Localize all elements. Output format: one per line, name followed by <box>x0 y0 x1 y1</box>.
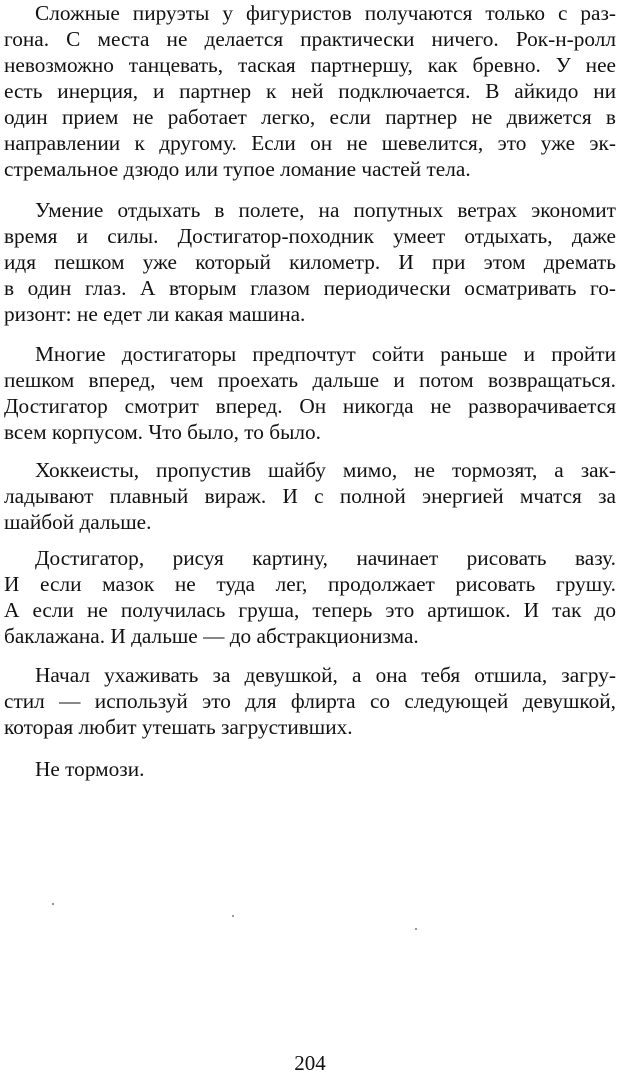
page-number: 204 <box>294 1051 326 1075</box>
text-line: ризонт: не едет ли какая машина. <box>4 302 306 326</box>
text-line: пешком вперед, чем проехать дальше и потом возвращаться. <box>4 368 616 392</box>
paragraph-6 <box>4 662 616 740</box>
paragraph-4 <box>4 457 616 535</box>
text-line: Не тормози. <box>35 757 145 781</box>
text-line: гона. С места не делается практически ничего. Рок-н-ролл <box>4 27 616 51</box>
text-line: есть инерция, и партнер к ней подключается. В айкидо ни <box>4 79 616 103</box>
text-line: Умение отдыхать в полете, на попутных ветрах экономит <box>35 198 616 222</box>
text-line: стил — используй это для флирта со следующей девушкой, <box>4 689 616 713</box>
scan-speck <box>232 915 234 917</box>
text-line: баклажана. И дальше — до абстракционизма. <box>4 624 419 648</box>
text-line: А если не получилась груша, теперь это артишок. И так до <box>4 598 616 622</box>
text-line: Начал ухаживать за девушкой, а она тебя отшила, загру- <box>35 663 616 687</box>
text-line: Достигатор смотрит вперед. Он никогда не разворачивается <box>4 394 616 418</box>
text-line: стремальное дзюдо или тупое ломание частей тела. <box>4 157 471 181</box>
paragraph-7 <box>4 756 616 782</box>
text-line: Многие достигаторы предпочтут сойти раньше и пройти <box>35 342 616 366</box>
text-line: Хоккеисты, пропустив шайбу мимо, не тормозят, а зак- <box>35 458 616 482</box>
scan-speck <box>415 928 417 930</box>
paragraph-5 <box>4 545 616 649</box>
scan-speck <box>52 903 54 905</box>
text-line: всем корпусом. Что было, то было. <box>4 420 321 444</box>
paragraph-3 <box>4 341 616 445</box>
paragraph-1 <box>4 0 616 182</box>
text-line: идя пешком уже который километр. И при этом дремать <box>4 250 616 274</box>
text-line: в один глаз. А вторым глазом периодически осматривать го- <box>4 276 616 300</box>
text-line: Достигатор, рисуя картину, начинает рисовать вазу. <box>35 546 616 570</box>
text-line: шайбой дальше. <box>4 510 152 534</box>
text-line: время и силы. Достигатор-походник умеет отдыхать, даже <box>4 224 616 248</box>
text-line: невозможно танцевать, таская партнершу, как бревно. У нее <box>4 53 616 77</box>
paragraph-2 <box>4 197 616 327</box>
text-line: которая любит утешать загрустивших. <box>4 715 353 739</box>
text-line: Сложные пируэты у фигуристов получаются только с раз- <box>35 1 616 25</box>
text-line: направлении к другому. Если он не шевелится, это уже эк- <box>4 131 616 155</box>
text-line: И если мазок не туда лег, продолжает рисовать грушу. <box>4 572 616 596</box>
text-line: один прием не работает легко, если партнер не движется в <box>4 105 616 129</box>
text-line: ладывают плавный вираж. И с полной энергией мчатся за <box>4 484 616 508</box>
